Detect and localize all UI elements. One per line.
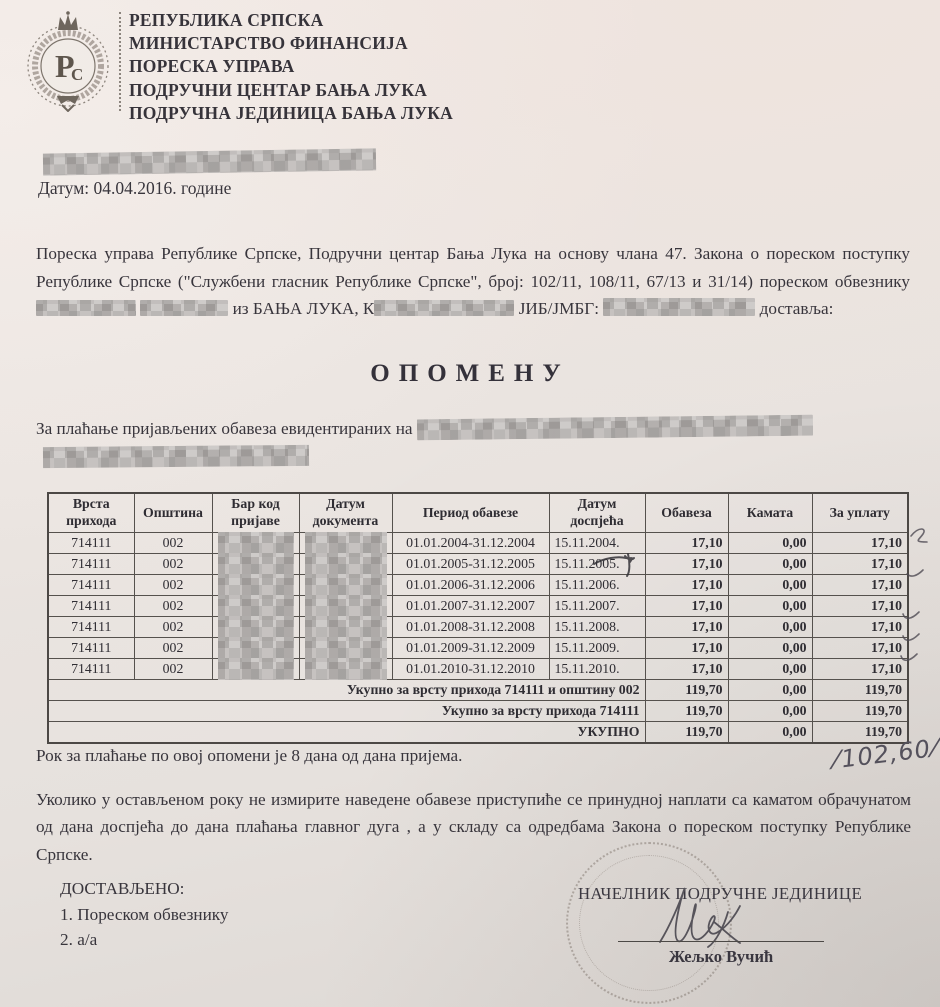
handwritten-amount: ⁄ 102,60 ⁄ <box>833 734 940 774</box>
subject-line <box>36 417 916 439</box>
total-za-uplatu: 119,70 <box>812 680 908 701</box>
pen-scribble <box>592 548 648 578</box>
cell-za-uplatu: 17,10 <box>812 638 908 659</box>
cell-datum-dokumenta-redacted <box>299 659 392 680</box>
redaction-block <box>218 574 294 596</box>
redacted-reference-number <box>43 148 376 175</box>
redaction-block <box>305 532 387 554</box>
cell-vrsta-prihoda: 714111 <box>48 638 134 659</box>
deadline-sentence: Рок за плаћање по овој опомени је 8 дана од дана пријема. <box>36 746 463 765</box>
cell-opstina: 002 <box>134 659 212 680</box>
cell-period-obaveze: 01.01.2010-31.12.2010 <box>392 659 549 680</box>
cell-datum-dokumenta-redacted <box>299 596 392 617</box>
org-line: ПОДРУЧНИ ЦЕНТАР БАЊА ЛУКА <box>129 79 428 100</box>
cell-kamata: 0,00 <box>728 575 812 596</box>
total-label: Укупно за врсту прихода 714111 и општину 002 <box>48 680 645 701</box>
redaction-block <box>218 595 294 617</box>
cell-bar-kod-redacted <box>212 638 299 659</box>
column-header: Бар код пријаве <box>212 493 299 533</box>
cell-datum-dokumenta-redacted <box>299 554 392 575</box>
cell-obaveza: 17,10 <box>645 638 728 659</box>
cell-bar-kod-redacted <box>212 533 299 554</box>
cell-datum-dokumenta-redacted <box>299 575 392 596</box>
cell-kamata: 0,00 <box>728 554 812 575</box>
enforcement-paragraph: Уколико у остављеном року не измирите наведене обавезе приступиће се принудној наплати са каматом обрачунатом од дана доспјећа до дана плаћања главног дуга , а у складу са одредбама Закона о пореском поступку Републике Српске. <box>36 790 911 864</box>
cell-vrsta-prihoda: 714111 <box>48 575 134 596</box>
cell-obaveza: 17,10 <box>645 659 728 680</box>
table-row <box>48 533 908 554</box>
cell-period-obaveze: 01.01.2009-31.12.2009 <box>392 638 549 659</box>
handwritten-signature <box>632 886 762 948</box>
signatory-role: НАЧЕЛНИК ПОДРУЧНЕ ЈЕДИНИЦЕ <box>578 884 863 903</box>
cell-opstina: 002 <box>134 533 212 554</box>
cell-opstina: 002 <box>134 554 212 575</box>
org-line: ПОДРУЧНА ЈЕДИНИЦА БАЊА ЛУКА <box>129 102 454 123</box>
redacted-account-info <box>417 415 813 441</box>
cell-vrsta-prihoda: 714111 <box>48 617 134 638</box>
intro-text-2: из БАЊА ЛУКА, К <box>232 299 375 319</box>
cell-za-uplatu: 17,10 <box>812 575 908 596</box>
delivered-title: ДОСТАВЉЕНО: <box>60 879 185 898</box>
redaction-block <box>218 616 294 638</box>
cell-obaveza: 17,10 <box>645 575 728 596</box>
cell-datum-dokumenta-redacted <box>299 638 392 659</box>
cell-bar-kod-redacted <box>212 596 299 617</box>
cell-period-obaveze: 01.01.2008-31.12.2008 <box>392 617 549 638</box>
redacted-jib-jmbg <box>603 298 755 316</box>
table-total-row <box>48 680 908 701</box>
column-header: Камата <box>728 493 812 533</box>
table-row <box>48 554 908 575</box>
cell-vrsta-prihoda: 714111 <box>48 554 134 575</box>
cell-vrsta-prihoda: 714111 <box>48 596 134 617</box>
column-header: Датум доспјећа <box>549 493 645 533</box>
cell-datum-dokumenta-redacted <box>299 533 392 554</box>
cell-za-uplatu: 17,10 <box>812 659 908 680</box>
redacted-address <box>374 300 514 316</box>
redaction-block <box>305 595 387 617</box>
intro-text-3: ЈИБ/ЈМБГ: <box>518 299 599 319</box>
table-row <box>48 659 908 680</box>
cell-obaveza: 17,10 <box>645 596 728 617</box>
table-row <box>48 617 908 638</box>
table-total-row <box>48 701 908 722</box>
cell-kamata: 0,00 <box>728 638 812 659</box>
column-header: За уплату <box>812 493 908 533</box>
table-row <box>48 575 908 596</box>
signatory-name: Жељко Вучић <box>668 947 774 966</box>
table-total-row <box>48 722 908 744</box>
redaction-block <box>218 637 294 659</box>
cell-obaveza: 17,10 <box>645 617 728 638</box>
org-line: МИНИСТАРСТВО ФИНАНСИЈА <box>129 33 408 54</box>
cell-datum-dospjeca: 15.11.2009. <box>549 638 645 659</box>
redaction-block <box>218 532 294 554</box>
total-obaveza: 119,70 <box>645 680 728 701</box>
cell-period-obaveze: 01.01.2005-31.12.2005 <box>392 554 549 575</box>
redacted-taxpayer-last-name <box>140 300 228 316</box>
cell-period-obaveze: 01.01.2007-31.12.2007 <box>392 596 549 617</box>
cell-datum-dospjeca: 15.11.2010. <box>549 659 645 680</box>
total-za-uplatu: 119,70 <box>812 701 908 722</box>
total-label: УКУПНО <box>48 722 645 744</box>
total-kamata: 0,00 <box>728 722 812 744</box>
intro-paragraph <box>36 240 910 323</box>
cell-period-obaveze: 01.01.2006-31.12.2006 <box>392 575 549 596</box>
cell-datum-dospjeca: 15.11.2004. <box>549 533 645 554</box>
redacted-account-info-line2 <box>43 445 309 468</box>
redaction-block <box>305 616 387 638</box>
svg-text:Р: Р <box>55 48 75 84</box>
cell-opstina: 002 <box>134 638 212 659</box>
cell-datum-dospjeca: 15.11.2005. <box>549 554 645 575</box>
svg-text:С: С <box>71 65 84 84</box>
redaction-block <box>305 574 387 596</box>
table-row <box>48 638 908 659</box>
obligations-table <box>47 492 909 744</box>
column-header: Период обавезе <box>392 493 549 533</box>
delivered-items <box>60 902 228 953</box>
delivered-item: 1. Пореском обвезнику <box>60 904 229 924</box>
cell-za-uplatu: 17,10 <box>812 533 908 554</box>
redaction-block <box>305 658 387 680</box>
delivered-item: 2. а/а <box>60 930 98 949</box>
redaction-block <box>305 553 387 575</box>
intro-text-1: Пореска управа Републике Српске, Подручни центар Бања Лука на основу члана 47. Закона о пореском поступку Републике Српске ("Службени гласник Републике Српске", број: 102/11, 108/11, 67/13 и 31/14) пореском обвезнику <box>36 244 910 291</box>
redacted-taxpayer-first-name <box>36 300 136 316</box>
header-divider <box>119 12 121 111</box>
redaction-block <box>305 637 387 659</box>
document-title: ОПОМЕНУ <box>370 360 570 387</box>
issuing-authority-block <box>129 9 453 125</box>
column-header: Општина <box>134 493 212 533</box>
cell-opstina: 002 <box>134 617 212 638</box>
cell-obaveza: 17,10 <box>645 554 728 575</box>
column-header: Датум документа <box>299 493 392 533</box>
cell-kamata: 0,00 <box>728 659 812 680</box>
total-kamata: 0,00 <box>728 680 812 701</box>
subject-text: За плаћање пријављених обавеза евидентираних на <box>36 419 413 438</box>
cell-opstina: 002 <box>134 596 212 617</box>
redaction-block <box>218 553 294 575</box>
intro-text-4: доставља: <box>759 299 834 319</box>
table-header-row <box>48 493 908 533</box>
coat-of-arms-icon <box>24 10 112 112</box>
cell-period-obaveze: 01.01.2004-31.12.2004 <box>392 533 549 554</box>
cell-za-uplatu: 17,10 <box>812 617 908 638</box>
total-obaveza: 119,70 <box>645 701 728 722</box>
document-date: Датум: 04.04.2016. године <box>38 178 232 198</box>
table-row <box>48 596 908 617</box>
cell-datum-dospjeca: 15.11.2006. <box>549 575 645 596</box>
redaction-block <box>218 658 294 680</box>
cell-kamata: 0,00 <box>728 617 812 638</box>
org-line: РЕПУБЛИКА СРПСКА <box>129 10 324 30</box>
cell-datum-dospjeca: 15.11.2008. <box>549 617 645 638</box>
cell-vrsta-prihoda: 714111 <box>48 533 134 554</box>
column-header: Обавеза <box>645 493 728 533</box>
total-kamata: 0,00 <box>728 701 812 722</box>
cell-datum-dokumenta-redacted <box>299 617 392 638</box>
cell-bar-kod-redacted <box>212 554 299 575</box>
cell-opstina: 002 <box>134 575 212 596</box>
column-header: Врста прихода <box>48 493 134 533</box>
cell-bar-kod-redacted <box>212 659 299 680</box>
cell-datum-dospjeca: 15.11.2007. <box>549 596 645 617</box>
pen-check-marks <box>893 518 939 678</box>
total-label: Укупно за врсту прихода 714111 <box>48 701 645 722</box>
total-obaveza: 119,70 <box>645 722 728 744</box>
cell-obaveza: 17,10 <box>645 533 728 554</box>
cell-bar-kod-redacted <box>212 575 299 596</box>
cell-za-uplatu: 17,10 <box>812 554 908 575</box>
org-line: ПОРЕСКА УПРАВА <box>129 56 295 77</box>
cell-kamata: 0,00 <box>728 533 812 554</box>
cell-bar-kod-redacted <box>212 617 299 638</box>
signature-line <box>618 941 824 942</box>
cell-kamata: 0,00 <box>728 596 812 617</box>
cell-za-uplatu: 17,10 <box>812 596 908 617</box>
delivered-block <box>60 876 228 953</box>
cell-vrsta-prihoda: 714111 <box>48 659 134 680</box>
total-za-uplatu: 119,70 <box>812 722 908 744</box>
